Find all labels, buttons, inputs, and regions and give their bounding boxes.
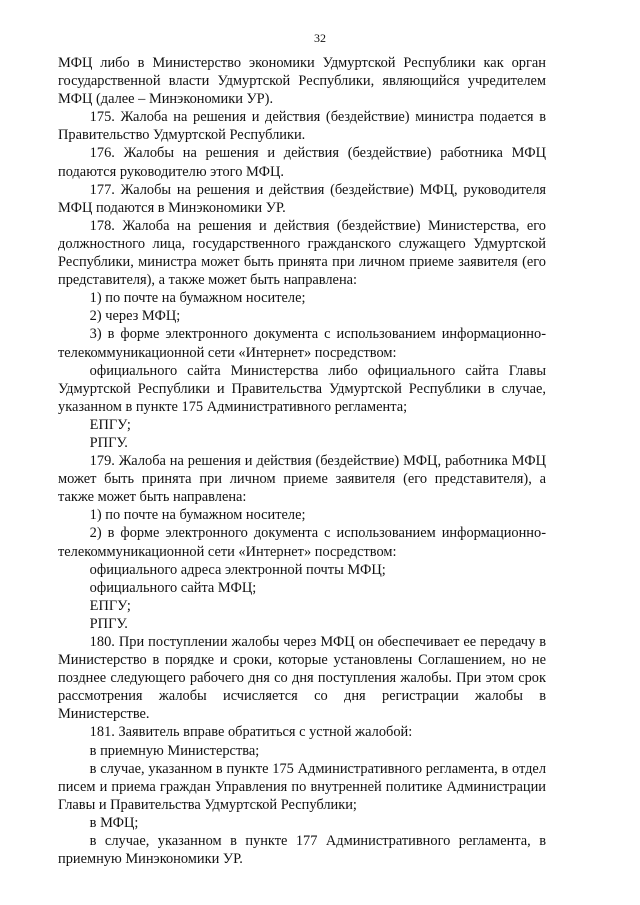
paragraph: РПГУ. xyxy=(89,434,128,451)
paragraph: в приемную Министерства; xyxy=(89,742,260,759)
paragraph: 181. Заявитель вправе обратиться с устной жалобой: xyxy=(89,724,413,741)
paragraph: 1) по почте на бумажном носителе; xyxy=(89,507,306,524)
document-body xyxy=(58,54,546,868)
paragraph: официального адреса электронной почты МФЦ; xyxy=(89,561,386,578)
paragraph: 177. Жалобы на решения и действия (бездействие) МФЦ, руководителя МФЦ подаются в Минэкономики УР. xyxy=(58,181,546,216)
paragraph: 175. Жалоба на решения и действия (бездействие) министра подается в Правительство Удмуртской Республики. xyxy=(58,109,546,144)
paragraph: 176. Жалобы на решения и действия (бездействие) работника МФЦ подаются руководителю этого МФЦ. xyxy=(58,145,546,180)
paragraph: ЕПГУ; xyxy=(89,416,131,433)
paragraph: 1) по почте на бумажном носителе; xyxy=(89,290,306,307)
paragraph: МФЦ либо в Министерство экономики Удмуртской Республики как орган государственной власти Удмуртской Республики, являющийся учредителем МФЦ (далее – Минэкономики УР). xyxy=(58,55,546,108)
page-number: 32 xyxy=(314,31,326,45)
paragraph: в случае, указанном в пункте 177 Административного регламента, в приемную Минэкономики УР. xyxy=(58,833,546,868)
paragraph: официального сайта МФЦ; xyxy=(89,579,257,596)
paragraph: в МФЦ; xyxy=(89,814,139,831)
paragraph: 2) в форме электронного документа с использованием информационно-телекоммуникационной сети «Интернет» посредством: xyxy=(58,525,546,560)
paragraph: ЕПГУ; xyxy=(89,597,131,614)
paragraph: 3) в форме электронного документа с использованием информационно-телекоммуникационной сети «Интернет» посредством: xyxy=(58,326,546,361)
paragraph: 178. Жалоба на решения и действия (бездействие) Министерства, его должностного лица, государственного гражданского служащего Удмуртской Республики, министра может быть принята при личном приеме заявителя (его представителя), а также может быть направлена: xyxy=(58,217,546,289)
paragraph: официального сайта Министерства либо официального сайта Главы Удмуртской Республики и Правительства Удмуртской Республики в случае, указанном в пункте 175 Административного регламента; xyxy=(58,362,546,415)
paragraph: 180. При поступлении жалобы через МФЦ он обеспечивает ее передачу в Министерство в порядке и сроки, которые установлены Соглашением, но не позднее следующего рабочего дня со дня поступления жалобы. При этом срок рассмотрения жалобы исчисляется со дня регистрации жалобы в Министерстве. xyxy=(58,634,546,723)
paragraph: в случае, указанном в пункте 175 Административного регламента, в отдел писем и приема граждан Управления по внутренней политике Администрации Главы и Правительства Удмуртской Республики; xyxy=(58,760,546,813)
paragraph: 179. Жалоба на решения и действия (бездействие) МФЦ, работника МФЦ может быть принята при личном приеме заявителя (его представителя), а также может быть направлена: xyxy=(58,453,546,506)
paragraph: 2) через МФЦ; xyxy=(89,308,181,325)
paragraph: РПГУ. xyxy=(89,615,128,632)
